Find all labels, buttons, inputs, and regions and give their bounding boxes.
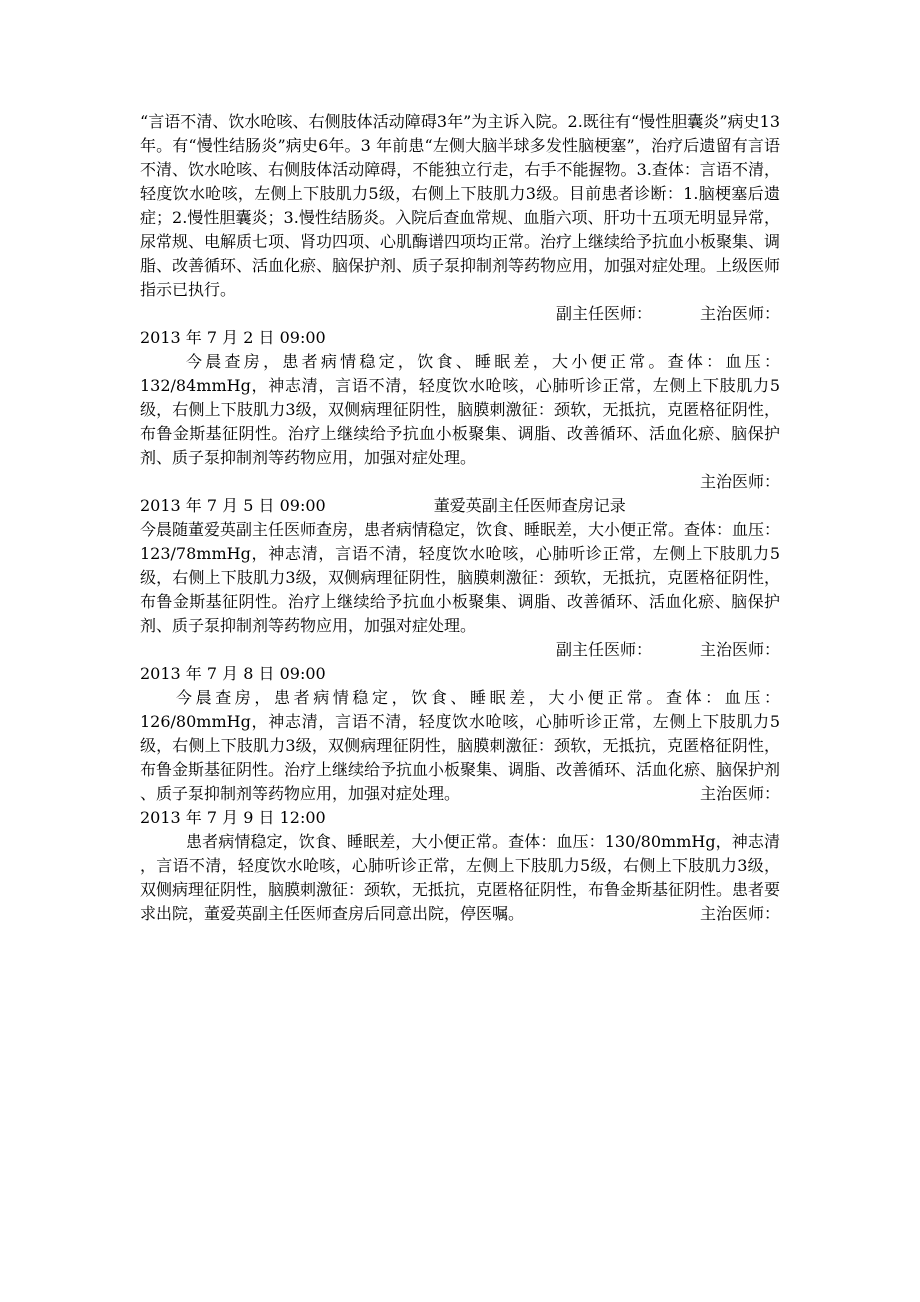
entry-4-body: 患者病情稳定，饮食、睡眠差，大小便正常。查体：血压：130/80mmHg，神志清 ，言语不清，轻度饮水呛咳，心肺听诊正常，左侧上下肢肌力5级，右侧上下肢肌力3级，双侧病理征阴性，脑膜刺激征：颈软，无抵抗，克匿格征阴性，布鲁金斯基征阴性。患者要求出院，董爱英副主任医师查房后同意出院，停医嘱。 — [140, 832, 781, 923]
entry-4-date: 2013 年 7 月 9 日 12:00 — [140, 808, 326, 827]
intro-paragraph: “言语不清、饮水呛咳、右侧肢体活动障碍3年”为主诉入院。2.既往有“慢性胆囊炎”病史13年。有“慢性结肠炎”病史6年。3 年前患“左侧大脑半球多发性脑梗塞”，治疗后遗留有言语不清、饮水呛咳、右侧肢体活动障碍，不能独立行走，右手不能握物。3.查体：言语不清，轻度饮水呛咳，左侧上下肢肌力5级，右侧上下肢肌力3级。目前患者诊断：1.脑梗塞后遗症；2.慢性胆囊炎；3.慢性结肠炎。入院后查血常规、血脂六项、肝功十五项无明显异常，尿常规、电解质七项、肾功四项、心肌酶谱四项均正常。治疗上继续给予抗血小板聚集、调脂、改善循环、活血化瘀、脑保护剂、质子泵抑制剂等药物应用，加强对症处理。上级医师指示已执行。 — [140, 112, 781, 299]
entry-3-date: 2013 年 7 月 8 日 09:00 — [140, 664, 326, 683]
entry-4-body-wrap — [140, 830, 780, 926]
entry-2-title: 董爱英副主任医师查房记录 — [433, 496, 626, 515]
signature-line-2 — [140, 470, 780, 494]
attending-signature-label: 主治医师： — [699, 640, 780, 659]
deputy-chief-signature-label: 副主任医师： — [555, 304, 652, 323]
medical-record-page — [140, 110, 780, 926]
entry-1-body: 今晨查房，患者病情稳定，饮食、睡眠差，大小便正常。查体：血压：132/84mmHg，神志清，言语不清，轻度饮水呛咳，心肺听诊正常，左侧上下肢肌力5级，右侧上下肢肌力3级，双侧病理征阴性，脑膜刺激征：颈软，无抵抗，克匿格征阴性，布鲁金斯基征阴性。治疗上继续给予抗血小板聚集、调脂、改善循环、活血化瘀、脑保护剂、质子泵抑制剂等药物应用，加强对症处理。 — [140, 352, 780, 467]
entry-2-date: 2013 年 7 月 5 日 09:00 — [140, 496, 326, 515]
entry-1-date: 2013 年 7 月 2 日 09:00 — [140, 328, 326, 347]
entry-3-body: 今晨查房，患者病情稳定，饮食、睡眠差，大小便正常。查体：血压：126/80mmHg，神志清，言语不清，轻度饮水呛咳，心肺听诊正常，左侧上下肢肌力5级，右侧上下肢肌力3级，双侧病理征阴性，脑膜刺激征：颈软，无抵抗，克匿格征阴性，布鲁金斯基征阴性。治疗上继续给予抗血小板聚集、调脂、改善循环、活血化瘀、脑保护剂 、质子泵抑制剂等药物应用，加强对症处理。 — [140, 688, 781, 803]
attending-signature-label: 主治医师： — [699, 784, 780, 803]
deputy-chief-signature-label: 副主任医师： — [555, 640, 652, 659]
entry-3-body-wrap — [140, 686, 780, 806]
attending-signature-label: 主治医师： — [699, 304, 780, 323]
signature-line-3 — [140, 638, 780, 662]
entry-2-body: 今晨随董爱英副主任医师查房，患者病情稳定，饮食、睡眠差，大小便正常。查体：血压：123/78mmHg，神志清，言语不清，轻度饮水呛咳，心肺听诊正常，左侧上下肢肌力5级，右侧上下肢肌力3级，双侧病理征阴性，脑膜刺激征：颈软，无抵抗，克匿格征阴性，布鲁金斯基征阴性。治疗上继续给予抗血小板聚集、调脂、改善循环、活血化瘀、脑保护剂、质子泵抑制剂等药物应用，加强对症处理。 — [140, 520, 781, 635]
attending-signature-label: 主治医师： — [699, 472, 780, 491]
attending-signature-label: 主治医师： — [699, 904, 780, 923]
entry-2-header — [140, 494, 780, 518]
signature-line-1 — [140, 302, 780, 326]
